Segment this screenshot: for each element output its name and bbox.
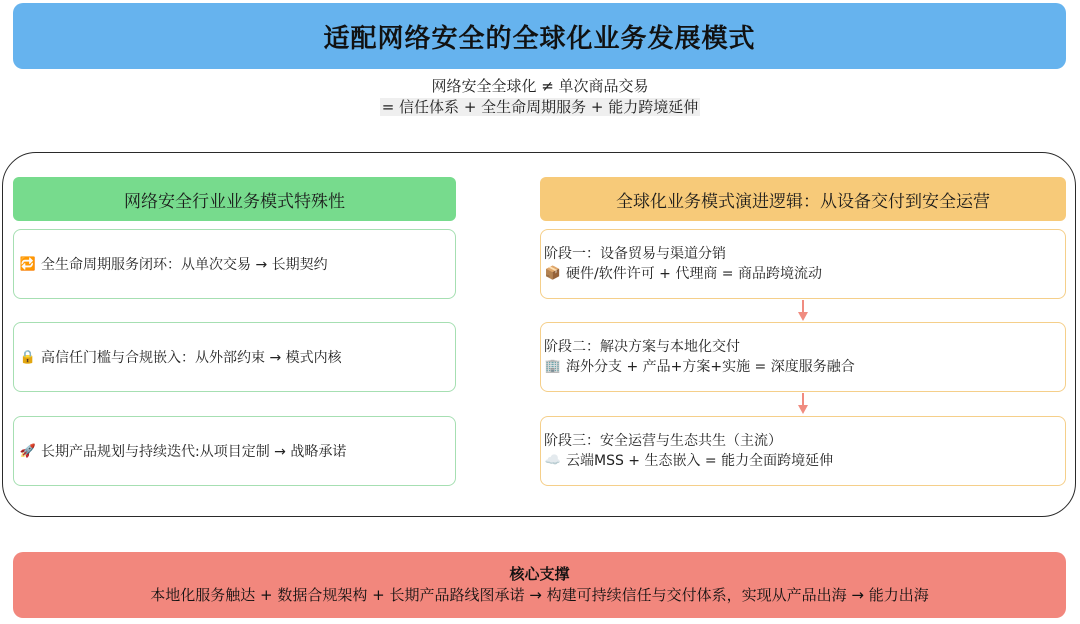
feature-card-text: 长期产品规划与持续迭代:从项目定制 → 战略承诺 [41,444,347,460]
page-title: 适配网络安全的全球化业务发展模式 [323,23,756,54]
core-support-title: 核心支撑 [509,565,570,583]
stage-title: 阶段二：解决方案与本地化交付 [544,339,740,355]
stage-card-1 [540,229,1066,299]
stage-title: 阶段一：设备贸易与渠道分销 [544,246,726,262]
stage-detail: 云端MSS + 生态嵌入 = 能力全面跨境延伸 [566,453,834,469]
feature-card-roadmap [13,416,456,486]
feature-card-text: 全生命周期服务闭环：从单次交易 → 长期契约 [41,257,328,273]
right-column-header: 全球化业务模式演进逻辑：从设备交付到安全运营 [540,177,1066,221]
stage-detail: 硬件/软件许可 + 代理商 = 商品跨境流动 [566,266,822,282]
package-icon: 📦 [544,266,562,281]
subtitle-line-2: = 信任体系 + 全生命周期服务 + 能力跨境延伸 [381,98,699,116]
feature-card-trust [13,322,456,392]
down-arrow-icon [797,300,809,322]
repeat-icon: 🔁 [19,256,37,272]
core-support-text: 本地化服务触达 + 数据合规架构 + 长期产品路线图承诺 → 构建可持续信任与交付体系，实现从产品出海 → 能力出海 [150,586,929,604]
subtitle-line-1: 网络安全全球化 ≠ 单次商品交易 [431,77,649,95]
core-support-banner [13,552,1066,618]
lock-icon: 🔒 [19,349,37,365]
title-banner [13,3,1066,69]
stage-title: 阶段三：安全运营与生态共生（主流） [544,433,782,449]
stage-detail: 海外分支 + 产品+方案+实施 = 深度服务融合 [566,359,855,375]
stage-card-3 [540,416,1066,486]
down-arrow-icon [797,393,809,415]
left-column-header: 网络安全行业业务模式特殊性 [13,177,456,221]
feature-card-text: 高信任门槛与合规嵌入：从外部约束 → 模式内核 [41,350,342,366]
office-building-icon: 🏢 [544,359,562,374]
subtitle [0,76,1080,118]
feature-card-lifecycle [13,229,456,299]
stage-card-2 [540,322,1066,392]
cloud-icon: ☁️ [544,453,562,468]
rocket-icon: 🚀 [19,443,37,459]
